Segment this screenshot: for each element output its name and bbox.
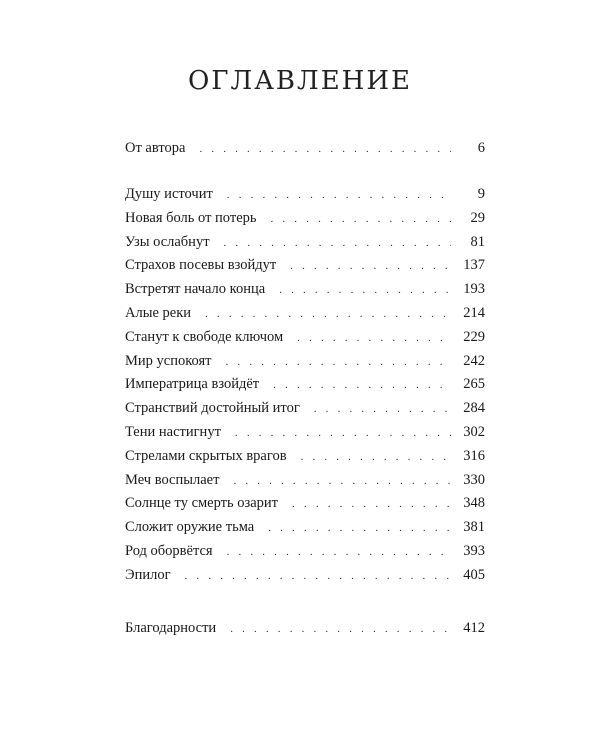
toc-entry[interactable] xyxy=(125,376,485,400)
dot-leader xyxy=(199,143,451,155)
toc-entry-title: Душу источит xyxy=(125,186,213,202)
dot-leader xyxy=(297,332,451,344)
toc-entry-title: Алые реки xyxy=(125,304,192,321)
toc-entry[interactable] xyxy=(125,329,485,353)
toc-entry-title: Меч воспылает xyxy=(125,471,220,488)
toc-entry-page-number: 81 xyxy=(470,233,485,250)
toc-entry[interactable] xyxy=(125,424,485,448)
dot-leader xyxy=(279,284,451,296)
dot-leader xyxy=(205,308,451,320)
dot-leader xyxy=(185,570,451,582)
toc-entry-title: Благодарности xyxy=(125,620,217,636)
toc-entry[interactable] xyxy=(125,472,485,496)
toc-entry-page-number: 381 xyxy=(463,519,485,536)
toc-entry-page-number: 348 xyxy=(463,495,485,512)
toc-entry-page-number: 316 xyxy=(463,447,485,464)
toc-entry[interactable] xyxy=(125,567,485,591)
toc-entry-page-number: 9 xyxy=(477,186,485,202)
toc-entry[interactable] xyxy=(125,257,485,281)
toc-entry[interactable] xyxy=(125,448,485,472)
toc-entry-title: От автора xyxy=(125,140,186,156)
dot-leader xyxy=(233,475,451,487)
toc-back-matter xyxy=(125,620,485,644)
toc-entry[interactable] xyxy=(125,210,485,234)
toc-entry-title: Страхов посевы взойдут xyxy=(125,257,277,274)
dot-leader xyxy=(273,379,451,391)
toc-front-matter xyxy=(125,140,485,164)
toc-entry[interactable] xyxy=(125,543,485,567)
toc-entry[interactable] xyxy=(125,305,485,329)
dot-leader xyxy=(226,356,451,368)
toc-entry-title: Странствий достойный итог xyxy=(125,400,300,417)
toc-entry-title: Род оборвётся xyxy=(125,542,213,559)
toc-chapters xyxy=(125,186,485,591)
dot-leader xyxy=(230,623,451,635)
toc-entry[interactable] xyxy=(125,281,485,305)
toc-entry[interactable] xyxy=(125,495,485,519)
dot-leader xyxy=(227,189,451,201)
toc-entry[interactable] xyxy=(125,140,485,164)
toc-entry[interactable] xyxy=(125,400,485,424)
toc-entry-page-number: 193 xyxy=(463,281,485,298)
toc-entry-title: Императрица взойдёт xyxy=(125,376,260,393)
toc-entry-title: Станут к свободе ключом xyxy=(125,328,284,345)
dot-leader xyxy=(235,427,451,439)
toc-entry[interactable] xyxy=(125,519,485,543)
toc-entry-page-number: 229 xyxy=(463,328,485,345)
toc-entry-page-number: 405 xyxy=(463,566,485,583)
toc-entry-title: Тени настигнут xyxy=(125,423,221,440)
toc-entry-title: Стрелами скрытых врагов xyxy=(125,447,287,464)
toc-entry[interactable] xyxy=(125,234,485,258)
toc-entry-page-number: 412 xyxy=(463,620,485,636)
dot-leader xyxy=(290,260,451,272)
toc-entry-page-number: 393 xyxy=(463,542,485,559)
toc-entry-page-number: 137 xyxy=(463,257,485,274)
toc-entry[interactable] xyxy=(125,186,485,210)
toc-entry-title: Сложит оружие тьма xyxy=(125,519,255,536)
toc-entry-page-number: 330 xyxy=(463,471,485,488)
page-title: ОГЛАВЛЕНИЕ xyxy=(187,66,413,96)
toc-entry-page-number: 265 xyxy=(463,376,485,393)
toc-entry-title: Новая боль от потерь xyxy=(125,209,257,226)
toc-entry[interactable] xyxy=(125,353,485,377)
toc-entry-page-number: 29 xyxy=(470,209,485,226)
toc-entry-page-number: 6 xyxy=(477,140,485,156)
toc-entry-title: Солнце ту смерть озарит xyxy=(125,495,279,512)
dot-leader xyxy=(227,546,451,558)
toc-entry-title: Мир успокоят xyxy=(125,352,212,369)
toc-entry-page-number: 214 xyxy=(463,304,485,321)
dot-leader xyxy=(292,498,451,510)
dot-leader xyxy=(314,403,451,415)
toc-entry-page-number: 302 xyxy=(463,423,485,440)
toc-entry-title: Эпилог xyxy=(125,566,171,583)
toc-entry-title: Встретят начало конца xyxy=(125,281,266,298)
dot-leader xyxy=(224,237,451,249)
toc-entry-page-number: 242 xyxy=(463,352,485,369)
dot-leader xyxy=(268,522,451,534)
toc-entry-title: Узы ослабнут xyxy=(125,233,210,250)
dot-leader xyxy=(271,213,452,225)
dot-leader xyxy=(301,451,451,463)
toc-entry[interactable] xyxy=(125,620,485,644)
toc-entry-page-number: 284 xyxy=(463,400,485,417)
